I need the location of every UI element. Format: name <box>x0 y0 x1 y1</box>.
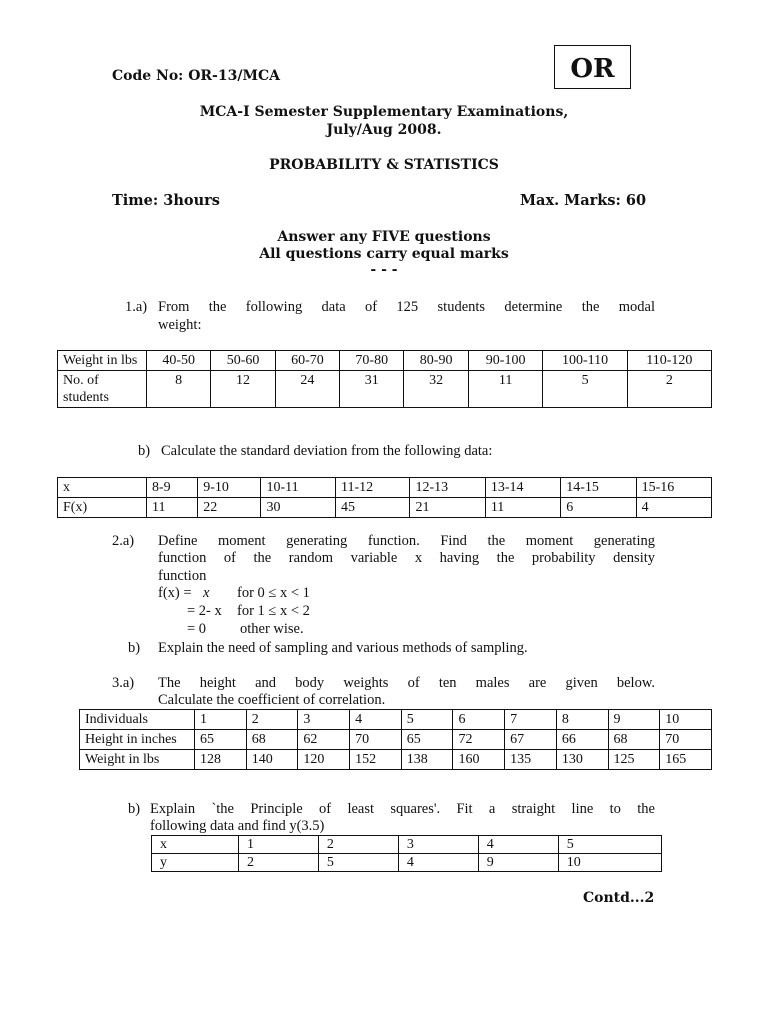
exam-title-line1: MCA-I Semester Supplementary Examinations, <box>199 104 569 120</box>
question-number-3b: b) <box>128 801 141 817</box>
table-cell: 5 <box>401 710 453 730</box>
table-cell: 135 <box>505 750 557 770</box>
question-number-2a: 2.a) <box>112 533 135 549</box>
table-cell: Weight in lbs <box>80 750 195 770</box>
table-cell: 152 <box>350 750 402 770</box>
question-3a-line2: Calculate the coefficient of correlation. <box>158 692 386 708</box>
table-cell: 110-120 <box>627 351 711 371</box>
table-cell: 90-100 <box>468 351 543 371</box>
table-cell: 67 <box>505 730 557 750</box>
table-cell: 3 <box>298 710 350 730</box>
table-cell: 10 <box>558 854 661 872</box>
table-cell: 120 <box>298 750 350 770</box>
table-cell: 68 <box>246 730 298 750</box>
table-cell: 21 <box>410 498 485 518</box>
question-1a-line1: From the following data of 125 students determine the modal <box>158 299 655 315</box>
table-cell: 3 <box>398 836 478 854</box>
table-cell: 160 <box>453 750 505 770</box>
question-1a-line2: weight: <box>158 317 202 333</box>
table-cell: 24 <box>275 371 339 408</box>
table-row <box>152 854 662 872</box>
table-cell: 1 <box>239 836 319 854</box>
table-cell: 11 <box>468 371 543 408</box>
table-row <box>58 498 712 518</box>
table-cell: 2 <box>318 836 398 854</box>
table-cell: 70-80 <box>340 351 404 371</box>
question-3b-line1: Explain `the Principle of least squares'. Fit a straight line to the <box>150 801 655 817</box>
table-row <box>58 371 712 408</box>
table-row <box>152 836 662 854</box>
table-row <box>80 710 712 730</box>
separator: - - - <box>370 262 398 278</box>
instruction-answer: Answer any FIVE questions <box>277 229 491 245</box>
pdf-case1-label: f(x) = <box>158 585 192 601</box>
table-cell: 11 <box>485 498 560 518</box>
table-cell: 6 <box>453 710 505 730</box>
question-2a-line2: function of the random variable x having the probability density <box>158 550 655 566</box>
table-cell: y <box>152 854 239 872</box>
table-cell: Individuals <box>80 710 195 730</box>
table-cell: 8 <box>556 710 608 730</box>
table-cell: x <box>58 478 147 498</box>
table-cell: 4 <box>350 710 402 730</box>
table-cell: 7 <box>505 710 557 730</box>
table-cell: 45 <box>335 498 409 518</box>
max-marks: Max. Marks: 60 <box>520 192 647 209</box>
question-number-1a: 1.a) <box>125 299 148 315</box>
table-cell: 4 <box>478 836 558 854</box>
question-1b-text: Calculate the standard deviation from the following data: <box>161 443 493 459</box>
table-cell: 15-16 <box>636 478 711 498</box>
table-cell: 9-10 <box>198 478 261 498</box>
table-cell: 1 <box>195 710 247 730</box>
standard-deviation-table <box>57 477 712 518</box>
table-cell: 80-90 <box>404 351 468 371</box>
table-cell: 68 <box>608 730 660 750</box>
table-row <box>58 478 712 498</box>
pdf-case2-condition: for 1 ≤ x < 2 <box>237 603 310 619</box>
table-cell: 5 <box>543 371 627 408</box>
question-number-1b: b) <box>138 443 151 459</box>
table-cell: 2 <box>239 854 319 872</box>
question-2a-line3: function <box>158 568 207 584</box>
pdf-case3-expr: = 0 <box>187 621 207 637</box>
code-number: Code No: OR-13/MCA <box>112 68 280 84</box>
height-weight-table <box>79 709 712 770</box>
modal-weight-table <box>57 350 712 408</box>
table-cell: 130 <box>556 750 608 770</box>
table-cell: 13-14 <box>485 478 560 498</box>
table-cell: Weight in lbs <box>58 351 147 371</box>
question-2b-text: Explain the need of sampling and various methods of sampling. <box>158 640 528 656</box>
table-cell: 128 <box>195 750 247 770</box>
table-cell: Height in inches <box>80 730 195 750</box>
pdf-case1-condition: for 0 ≤ x < 1 <box>237 585 310 601</box>
table-cell: 65 <box>401 730 453 750</box>
table-cell: 5 <box>558 836 661 854</box>
table-cell: 138 <box>401 750 453 770</box>
table-cell: 100-110 <box>543 351 627 371</box>
table-cell: No. of students <box>58 371 147 408</box>
table-cell: 12-13 <box>410 478 485 498</box>
subject-title: PROBABILITY & STATISTICS <box>269 157 499 173</box>
table-cell: 11 <box>147 498 198 518</box>
or-badge: OR <box>554 45 631 89</box>
table-cell: 40-50 <box>147 351 211 371</box>
table-cell: 32 <box>404 371 468 408</box>
question-3b-line2: following data and find y(3.5) <box>150 818 325 834</box>
table-cell: 10 <box>660 710 712 730</box>
table-cell: 4 <box>398 854 478 872</box>
continued-note: Contd...2 <box>583 890 655 906</box>
question-number-3a: 3.a) <box>112 675 135 691</box>
table-cell: 70 <box>660 730 712 750</box>
table-cell: 11-12 <box>335 478 409 498</box>
table-cell: 6 <box>561 498 636 518</box>
question-2a-line1: Define moment generating function. Find the moment generating <box>158 533 655 549</box>
table-cell: 31 <box>340 371 404 408</box>
table-row <box>80 750 712 770</box>
table-cell: 60-70 <box>275 351 339 371</box>
table-cell: 65 <box>195 730 247 750</box>
table-cell: 12 <box>211 371 275 408</box>
table-cell: 10-11 <box>261 478 335 498</box>
table-cell: 9 <box>608 710 660 730</box>
table-cell: x <box>152 836 239 854</box>
table-cell: 8-9 <box>147 478 198 498</box>
table-cell: 125 <box>608 750 660 770</box>
exam-title-line2: July/Aug 2008. <box>326 122 442 138</box>
question-3a-line1: The height and body weights of ten males are given below. <box>158 675 655 691</box>
table-cell: 2 <box>246 710 298 730</box>
table-cell: 30 <box>261 498 335 518</box>
time-allowed: Time: 3hours <box>112 192 220 209</box>
table-cell: 140 <box>246 750 298 770</box>
table-cell: 66 <box>556 730 608 750</box>
table-cell: 50-60 <box>211 351 275 371</box>
table-cell: 5 <box>318 854 398 872</box>
table-cell: 70 <box>350 730 402 750</box>
table-row <box>58 351 712 371</box>
pdf-case2-expr: = 2- x <box>187 603 222 619</box>
table-cell: 8 <box>147 371 211 408</box>
table-cell: 2 <box>627 371 711 408</box>
table-row <box>80 730 712 750</box>
least-squares-table <box>151 835 662 872</box>
table-cell: 14-15 <box>561 478 636 498</box>
table-cell: 72 <box>453 730 505 750</box>
table-cell: F(x) <box>58 498 147 518</box>
table-cell: 165 <box>660 750 712 770</box>
instruction-marks: All questions carry equal marks <box>259 246 509 262</box>
question-number-2b: b) <box>128 640 141 656</box>
pdf-case1-expr: x <box>203 585 210 601</box>
table-cell: 9 <box>478 854 558 872</box>
table-cell: 4 <box>636 498 711 518</box>
table-cell: 22 <box>198 498 261 518</box>
pdf-case3-condition: other wise. <box>240 621 304 637</box>
table-cell: 62 <box>298 730 350 750</box>
